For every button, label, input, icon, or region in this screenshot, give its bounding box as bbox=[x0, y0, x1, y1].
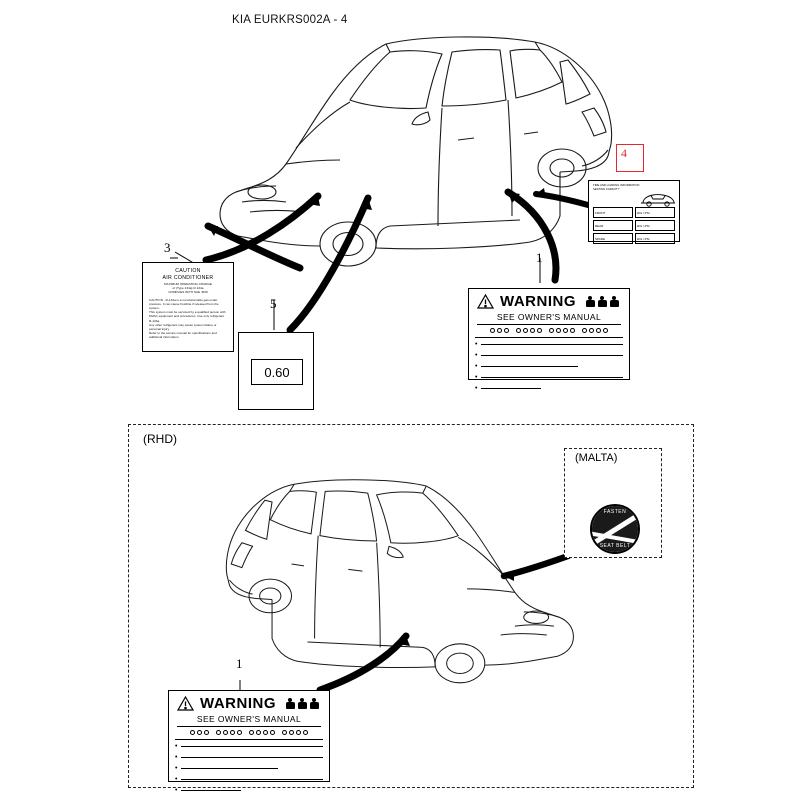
spec-row-0-left: FRONT bbox=[593, 207, 633, 218]
callout-1-bottom: 1 bbox=[236, 656, 243, 671]
warning-text-lines: • • • • • bbox=[175, 739, 323, 794]
caution-line-3: MAXIMUM OPERATING CHARGE bbox=[164, 282, 212, 286]
caution-body-3: Any other refrigerant may cause system failure or personal injury. bbox=[149, 322, 217, 332]
caution-body-1: CAUTION - R-134a is a non-flammable gas under pressure. It can cause frostbite if released from the system. bbox=[149, 297, 219, 311]
warning-label-top[interactable] bbox=[468, 288, 630, 392]
warning-triangle-icon bbox=[477, 294, 494, 309]
seatbelt-prohibited-icon[interactable] bbox=[590, 504, 640, 554]
tyre-pressure-label-5[interactable] bbox=[238, 332, 314, 410]
warning-text-lines: • • • • • bbox=[475, 337, 623, 392]
caution-body-4: Refer to the service manual for specifications and additional information. bbox=[149, 331, 217, 340]
caution-line-2: AIR CONDITIONER bbox=[162, 275, 214, 281]
vehicle-illustration-rhd bbox=[210, 460, 600, 700]
spec-row-0-right: kPa / PSI bbox=[635, 207, 675, 218]
vehicle-illustration-lhd bbox=[190, 20, 630, 280]
warning-triangle-icon bbox=[177, 696, 194, 711]
malta-icon-bottom-text: SEAT BELT bbox=[599, 543, 631, 549]
spec-label-4[interactable] bbox=[588, 180, 680, 242]
spec-sub-line: SEATING CAPACITY bbox=[593, 186, 620, 191]
airbag-occupant-icon bbox=[286, 698, 321, 710]
spec-row-2-left: SPARE bbox=[593, 233, 633, 244]
warning-subtitle: SEE OWNER'S MANUAL bbox=[177, 714, 321, 727]
warning-subtitle: SEE OWNER'S MANUAL bbox=[477, 312, 621, 325]
caution-body-2: This system must be serviced by a qualified person with MVAC equipment and procedures. Use only refrigerant R-134a. bbox=[149, 310, 226, 323]
spec-row-1-right: kPa / PSI bbox=[635, 220, 675, 231]
rhd-panel-label: (RHD) bbox=[140, 432, 180, 446]
spec-row-1-left: REAR bbox=[593, 220, 633, 231]
caution-line-5: COMPLIES WITH SAE J639 bbox=[168, 290, 208, 295]
airbag-occupant-icon bbox=[586, 296, 621, 308]
tyre-pressure-value: 0.60 bbox=[251, 359, 303, 385]
callout-5: 5 bbox=[270, 296, 277, 311]
callout-3: 3 bbox=[164, 240, 171, 255]
caution-line-1: CAUTION bbox=[175, 268, 201, 274]
caution-label-3[interactable] bbox=[142, 262, 234, 352]
selection-marker-4 bbox=[616, 144, 644, 172]
page-title: KIA EURKRS002A - 4 bbox=[232, 14, 348, 26]
callout-4: 4 bbox=[621, 146, 627, 160]
spec-row-2-right: kPa / PSI bbox=[635, 233, 675, 244]
spec-header-line: TIRE AND LOADING INFORMATION bbox=[593, 183, 640, 187]
warning-label-bottom[interactable] bbox=[168, 690, 330, 794]
warning-title: WARNING bbox=[200, 695, 276, 712]
warning-title: WARNING bbox=[500, 293, 576, 310]
callout-1-top: 1 bbox=[536, 250, 543, 265]
caution-line-4: of (Type 134a) R-134a bbox=[172, 286, 204, 291]
malta-panel-label: (MALTA) bbox=[575, 452, 618, 464]
warning-dot-row bbox=[169, 730, 329, 735]
malta-icon-top-text: FASTEN bbox=[603, 509, 627, 515]
warning-dot-row bbox=[469, 328, 629, 333]
